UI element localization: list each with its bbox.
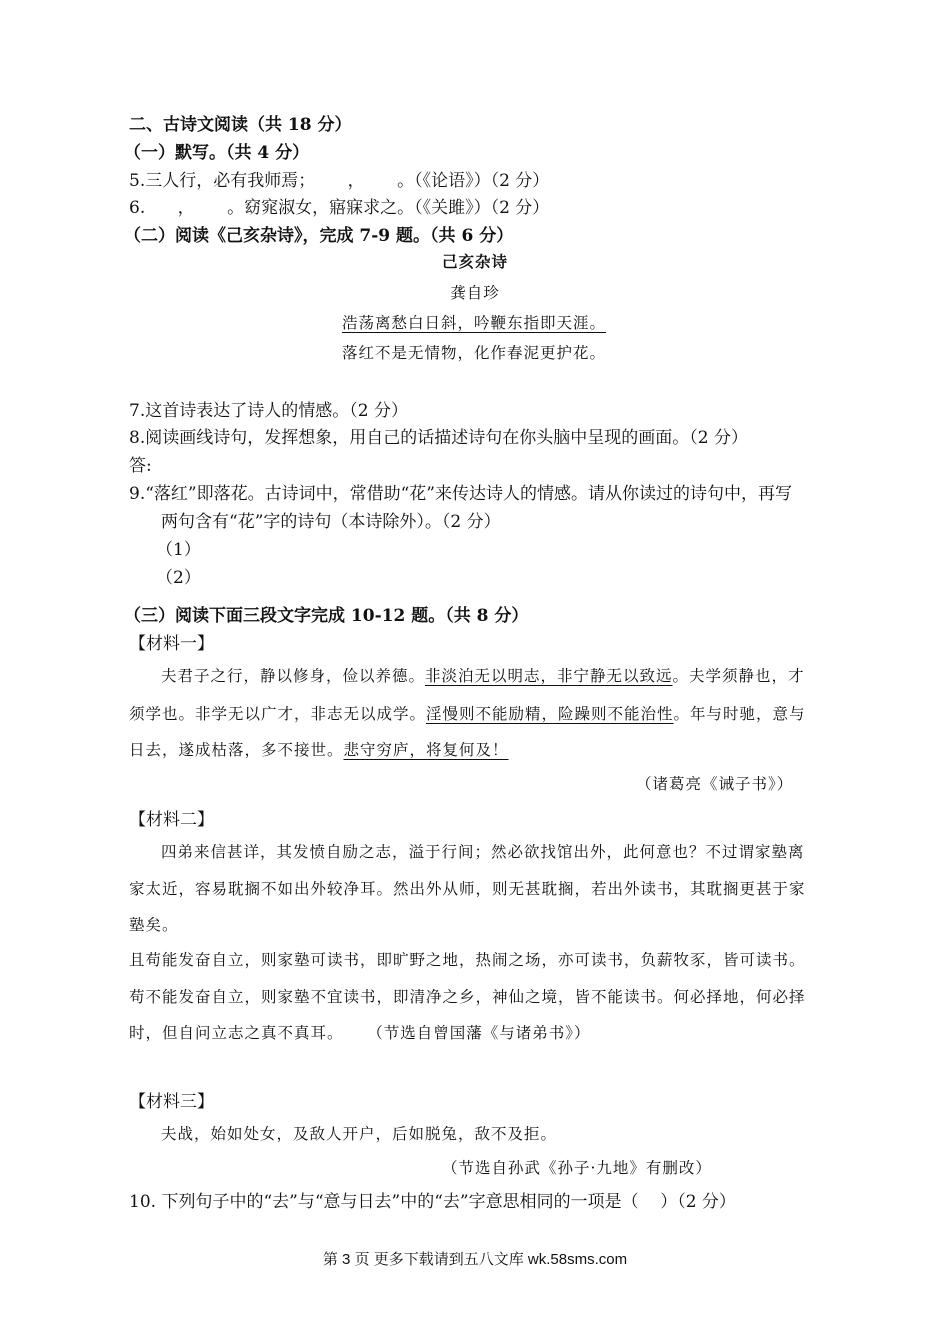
question-7: 7.这首诗表达了诗人的情感。（2 分） — [129, 401, 408, 421]
poem-author: 龚自珍 — [450, 284, 500, 302]
material-2-line-1: 四弟来信甚详，其发愤自励之志，溢于行间；然必欲找馆出外，此何意也？不过谓家塾离 — [161, 843, 805, 861]
material-3-line-1: 夫战，始如处女，及敌人开户，后如脱兔，敌不及拒。 — [161, 1125, 558, 1143]
question-9-blank-2: （2） — [156, 568, 201, 588]
part2-heading: （二）阅读《己亥杂诗》，完成 7-9 题。（共 6 分） — [124, 226, 514, 246]
poem-title: 己亥杂诗 — [441, 252, 508, 271]
question-5: 5.三人行，必有我师焉； ， 。（《论语》）（2 分） — [129, 171, 550, 191]
material-2-line-4: 且苟能发奋自立，则家塾可读书，即旷野之地，热闹之场，亦可读书，负薪牧豕，皆可读书。 — [129, 951, 806, 969]
question-10: 10. 下列句子中的“去”与“意与日去”中的“去”字意思相同的一项是（ ）（2 分） — [129, 1192, 736, 1212]
material-1-label: 【材料一】 — [129, 634, 214, 654]
material-3-source: （节选自孙武《孙子·九地》有删改） — [442, 1159, 712, 1177]
question-6: 6. ， 。窈窕淑女，寤寐求之。（《关雎》）（2 分） — [129, 198, 550, 218]
part1-heading: （一）默写。（共 4 分） — [124, 143, 310, 163]
section-heading: 二、古诗文阅读（共 18 分） — [129, 115, 352, 135]
poem-line-2: 落红不是无情物，化作春泥更护花。 — [342, 344, 607, 362]
material-3-label: 【材料三】 — [129, 1092, 214, 1112]
material-1-line-3: 日去，遂成枯落，多不接世。悲守穷庐，将复何及！ — [129, 741, 509, 759]
underlined-sentence: 非淡泊无以明志，非宁静无以致远 — [425, 667, 673, 685]
question-9-line-1: 9.“落红”即落花。古诗词中，常借助“花”来传达诗人的情感。请从你读过的诗句中，再写 — [129, 484, 792, 504]
material-2-line-6: 时，但自问立志之真不真耳。 （节选自曾国藩《与诸弟书》） — [129, 1024, 591, 1042]
material-2-line-3: 塾矣。 — [129, 916, 179, 934]
question-8: 8.阅读画线诗句，发挥想象，用自己的话描述诗句在你头脑中呈现的画面。（2 分） — [129, 428, 748, 448]
material-1-source: （诸葛亮《诫子书》） — [636, 775, 794, 793]
material-1-line-1: 夫君子之行，静以修身，俭以养德。非淡泊无以明志，非宁静无以致远。夫学须静也，才 — [161, 667, 805, 685]
material-1-line-2: 须学也。非学无以广才，非志无以成学。淫慢则不能励精，险躁则不能治性。年与时驰，意与 — [129, 705, 806, 723]
underlined-sentence: 淫慢则不能励精，险躁则不能治性 — [426, 705, 674, 723]
page-footer: 第 3 页 更多下载请到五八文库 wk.58sms.com — [322, 1251, 628, 1268]
underlined-sentence: 悲守穷庐，将复何及！ — [343, 741, 509, 759]
material-2-label: 【材料二】 — [129, 810, 214, 830]
question-9-blank-1: （1） — [156, 540, 201, 560]
poem-line-1: 浩荡离愁白日斜，吟鞭东指即天涯。 — [342, 314, 607, 332]
question-8-answer: 答: — [129, 456, 152, 476]
part3-heading: （三）阅读下面三段文字完成 10-12 题。（共 8 分） — [124, 606, 529, 626]
material-2-line-5: 苟不能发奋自立，则家塾不宜读书，即清净之乡，神仙之境，皆不能读书。何必择地，何必择 — [129, 988, 806, 1006]
material-2-line-2: 家太近，容易耽搁不如出外较净耳。然出外从师，则无甚耽搁，若出外读书，其耽搁更甚于家 — [129, 880, 806, 898]
question-9-line-2: 两句含有“花”字的诗句（本诗除外）。（2 分） — [161, 512, 501, 532]
